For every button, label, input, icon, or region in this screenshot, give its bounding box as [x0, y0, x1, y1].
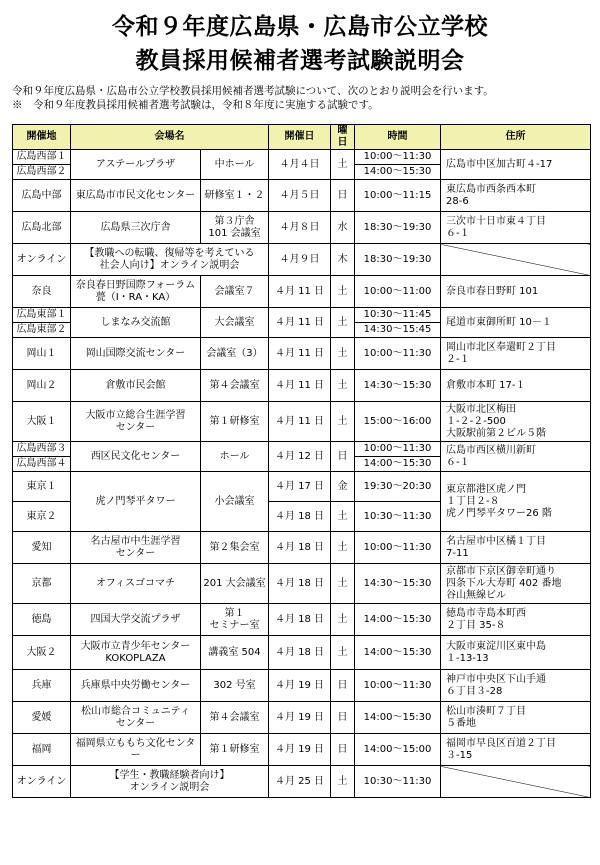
- cell-date: ４月 25 日: [269, 766, 331, 798]
- cell-address-empty: [441, 766, 591, 798]
- header-date: 開催日: [269, 125, 331, 150]
- table-row: [13, 670, 591, 702]
- cell-room: 研修室１・２: [201, 180, 269, 212]
- intro-text: 令和９年度広島県・広島市公立学校教員採用候補者選考試験について、次のとおり説明会を行います。: [12, 85, 494, 97]
- cell-day: 日: [331, 180, 355, 212]
- cell-venue: 兵庫県中央労働センター: [71, 670, 201, 702]
- intro-note: ※ 令和９年度教員採用候補者選考試験は，令和８年度に実施する試験です。: [12, 99, 379, 111]
- cell-time: 18:30～19:30: [355, 244, 441, 276]
- cell-date: ４月 18 日: [269, 532, 331, 564]
- cell-location: 愛媛: [13, 702, 71, 734]
- cell-time: 14:30～15:30: [355, 564, 441, 604]
- header-time: 時間: [355, 125, 441, 150]
- cell-address: 大阪市東淀川区東中島 １-13-13: [441, 636, 591, 670]
- table-row: [13, 180, 591, 212]
- cell-room: 第２集会室: [201, 532, 269, 564]
- cell-venue: オフィスゴコマチ: [71, 564, 201, 604]
- cell-time: 14:00～15:00: [355, 734, 441, 766]
- cell-address: 尾道市東御所町 10－１: [441, 308, 591, 338]
- cell-time: 14:00～15:30: [355, 636, 441, 670]
- cell-date: ４月 18 日: [269, 604, 331, 636]
- table-row: [13, 734, 591, 766]
- table-row: [13, 636, 591, 670]
- cell-date: ４月 18 日: [269, 564, 331, 604]
- cell-time: 10:30～11:45: [355, 308, 441, 323]
- cell-venue: 広島県三次庁舎: [71, 212, 201, 244]
- cell-location: 広島西部４: [13, 457, 71, 472]
- cell-time: 14:00～15:30: [355, 165, 441, 180]
- cell-address: 福岡市早良区百道２丁目 ３-15: [441, 734, 591, 766]
- table-header-row: [13, 125, 591, 150]
- cell-room: 第１研修室: [201, 734, 269, 766]
- cell-venue: 奈良春日野国際フォーラム 甍（I・RA・KA）: [71, 276, 201, 308]
- cell-location: 広島西部３: [13, 442, 71, 457]
- cell-date: ４月 11 日: [269, 402, 331, 442]
- cell-location: 兵庫: [13, 670, 71, 702]
- cell-room: 大会議室: [201, 308, 269, 338]
- cell-address: 広島市中区加古町４-17: [441, 150, 591, 180]
- cell-date: ４月 11 日: [269, 308, 331, 338]
- cell-time: 14:00～15:30: [355, 702, 441, 734]
- cell-day: 土: [331, 502, 355, 532]
- table-row: [13, 442, 591, 457]
- cell-time: 18:30～19:30: [355, 212, 441, 244]
- cell-day: 土: [331, 402, 355, 442]
- cell-location: 広島西部２: [13, 165, 71, 180]
- cell-day: 日: [331, 442, 355, 472]
- cell-venue: 四国大学交流プラザ: [71, 604, 201, 636]
- table-row: [13, 338, 591, 370]
- page-title-line-2: 教員採用候補者選考試験説明会: [135, 48, 465, 74]
- header-venue: 会場名: [71, 125, 269, 150]
- cell-day: 土: [331, 338, 355, 370]
- cell-date: ４月 18 日: [269, 636, 331, 670]
- cell-venue: 松山市総合コミュニティ センター: [71, 702, 201, 734]
- schedule-table: [12, 124, 591, 798]
- cell-venue: 大阪市立総合生涯学習 センター: [71, 402, 201, 442]
- cell-venue: 【教職への転職、復帰等を考えている 社会人向け】オンライン説明会: [71, 244, 269, 276]
- cell-date: ４月 11 日: [269, 276, 331, 308]
- cell-address: 神戸市中央区下山手通 ６丁目３-28: [441, 670, 591, 702]
- cell-date: ４月 18 日: [269, 502, 331, 532]
- cell-time: 10:30～11:30: [355, 502, 441, 532]
- cell-room: 302 号室: [201, 670, 269, 702]
- cell-room: 会議室７: [201, 276, 269, 308]
- cell-date: ４月 11 日: [269, 370, 331, 402]
- cell-day: 水: [331, 212, 355, 244]
- cell-time: 10:30～11:30: [355, 766, 441, 798]
- cell-time: 14:00～15:30: [355, 604, 441, 636]
- cell-location: 愛知: [13, 532, 71, 564]
- cell-location: 広島西部１: [13, 150, 71, 165]
- cell-location: 大阪１: [13, 402, 71, 442]
- cell-location: 広島北部: [13, 212, 71, 244]
- table-row: [13, 276, 591, 308]
- cell-venue: 【学生・教職経験者向け】 オンライン説明会: [71, 766, 269, 798]
- cell-room: 第１ セミナー室: [201, 604, 269, 636]
- cell-day: 土: [331, 276, 355, 308]
- cell-venue: 岡山国際交流センター: [71, 338, 201, 370]
- page-title-line-1: 令和９年度広島県・広島市公立学校: [112, 14, 488, 40]
- cell-time: 10:00～11:30: [355, 670, 441, 702]
- cell-address: 京都市下京区御幸町通り 四条下ル大寿町 402 番地 谷山無線ビル: [441, 564, 591, 604]
- cell-venue: しまなみ交流館: [71, 308, 201, 338]
- cell-room: 会議室（3）: [201, 338, 269, 370]
- cell-day: 日: [331, 734, 355, 766]
- cell-location: 東京２: [13, 502, 71, 532]
- cell-location: 東京１: [13, 472, 71, 502]
- cell-location: 徳島: [13, 604, 71, 636]
- cell-day: 土: [331, 636, 355, 670]
- table-row: [13, 402, 591, 442]
- cell-date: ４月 11 日: [269, 338, 331, 370]
- cell-room: 201 大会議室: [201, 564, 269, 604]
- cell-location: 福岡: [13, 734, 71, 766]
- cell-address: 名古屋市中区橘１丁目 7-11: [441, 532, 591, 564]
- cell-day: 土: [331, 564, 355, 604]
- cell-venue: 倉敷市民会館: [71, 370, 201, 402]
- table-row: [13, 212, 591, 244]
- cell-location: 岡山１: [13, 338, 71, 370]
- cell-address: 岡山市北区奉還町２丁目 ２-１: [441, 338, 591, 370]
- cell-day: 土: [331, 604, 355, 636]
- cell-address-empty: [441, 244, 591, 276]
- table-row: [13, 532, 591, 564]
- table-row: [13, 604, 591, 636]
- cell-date: ４月４日: [269, 150, 331, 180]
- cell-location: 広島中部: [13, 180, 71, 212]
- table-row: [13, 472, 591, 502]
- cell-time: 15:00～16:00: [355, 402, 441, 442]
- cell-day: 木: [331, 244, 355, 276]
- cell-address: 奈良市春日野町 101: [441, 276, 591, 308]
- cell-address: 東京都港区虎ノ門 １丁目２-８ 虎ノ門琴平タワー26 階: [441, 472, 591, 532]
- cell-date: ４月 19 日: [269, 702, 331, 734]
- cell-room: 第４会議室: [201, 702, 269, 734]
- table-row: [13, 766, 591, 798]
- cell-location: 京都: [13, 564, 71, 604]
- cell-address: 東広島市西条西本町 28-6: [441, 180, 591, 212]
- cell-day: 日: [331, 670, 355, 702]
- cell-location: 広島東部１: [13, 308, 71, 323]
- cell-venue: 大阪市立青少年センター KOKOPLAZA: [71, 636, 201, 670]
- cell-day: 金: [331, 472, 355, 502]
- cell-time: 10:00～11:00: [355, 276, 441, 308]
- cell-address: 大阪市北区梅田 １-２-２-500 大阪駅前第２ビル５階: [441, 402, 591, 442]
- cell-address: 倉敷市本町 17-１: [441, 370, 591, 402]
- cell-day: 土: [331, 766, 355, 798]
- table-row: [13, 150, 591, 165]
- cell-time: 14:30～15:45: [355, 323, 441, 338]
- cell-day: 土: [331, 308, 355, 338]
- cell-date: ４月９日: [269, 244, 331, 276]
- cell-location: オンライン: [13, 244, 71, 276]
- cell-date: ４月５日: [269, 180, 331, 212]
- cell-time: 14:00～15:30: [355, 457, 441, 472]
- cell-location: 奈良: [13, 276, 71, 308]
- cell-room: 講義室 504: [201, 636, 269, 670]
- table-row: [13, 702, 591, 734]
- cell-room: 第３庁舎 101 会議室: [201, 212, 269, 244]
- cell-time: 10:00～11:30: [355, 338, 441, 370]
- cell-date: ４月 19 日: [269, 734, 331, 766]
- cell-time: 19:30～20:30: [355, 472, 441, 502]
- cell-room: 第１研修室: [201, 402, 269, 442]
- header-address: 住所: [441, 125, 591, 150]
- cell-day: 日: [331, 702, 355, 734]
- cell-venue: 名古屋市中生涯学習 センター: [71, 532, 201, 564]
- table-row: [13, 370, 591, 402]
- cell-location: 広島東部２: [13, 323, 71, 338]
- cell-room: 第４会議室: [201, 370, 269, 402]
- table-row: [13, 308, 591, 323]
- cell-venue: 西区民文化センター: [71, 442, 201, 472]
- cell-time: 10:00～11:15: [355, 180, 441, 212]
- cell-room: 小会議室: [201, 472, 269, 532]
- cell-room: 中ホール: [201, 150, 269, 180]
- cell-day: 土: [331, 532, 355, 564]
- cell-time: 14:30～15:30: [355, 370, 441, 402]
- cell-location: 岡山２: [13, 370, 71, 402]
- cell-date: ４月 12 日: [269, 442, 331, 472]
- cell-address: 広島市西区横川新町 ６-１: [441, 442, 591, 472]
- cell-time: 10:00～11:30: [355, 150, 441, 165]
- cell-date: ４月 19 日: [269, 670, 331, 702]
- cell-venue: 虎ノ門琴平タワー: [71, 472, 201, 532]
- cell-location: 大阪２: [13, 636, 71, 670]
- cell-address: 三次市十日市東４丁目 ６-１: [441, 212, 591, 244]
- table-row: [13, 564, 591, 604]
- cell-date: ４月８日: [269, 212, 331, 244]
- header-location: 開催地: [13, 125, 71, 150]
- table-row: [13, 244, 591, 276]
- cell-day: 土: [331, 150, 355, 180]
- cell-location: オンライン: [13, 766, 71, 798]
- cell-date: ４月 17 日: [269, 472, 331, 502]
- cell-venue: 福岡県立ももち文化センター: [71, 734, 201, 766]
- cell-day: 土: [331, 370, 355, 402]
- cell-time: 10:00～11:30: [355, 532, 441, 564]
- cell-room: ホール: [201, 442, 269, 472]
- cell-time: 10:00～11:30: [355, 442, 441, 457]
- cell-address: 徳島市寺島本町西 ２丁目 35-８: [441, 604, 591, 636]
- cell-address: 松山市湊町７丁目 ５番地: [441, 702, 591, 734]
- header-day: 曜日: [331, 125, 355, 150]
- cell-venue: アステールプラザ: [71, 150, 201, 180]
- cell-venue: 東広島市市民文化センター: [71, 180, 201, 212]
